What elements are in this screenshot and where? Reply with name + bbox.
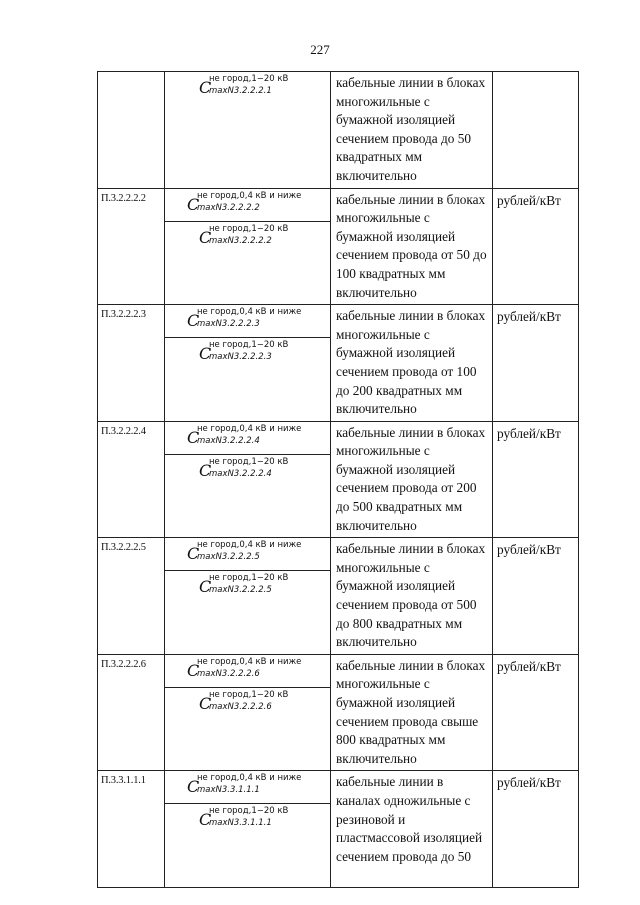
formula [165,655,330,687]
formula [165,305,330,337]
formula [165,803,330,836]
formula-subscript: maxN3.2.2.2.3 [197,319,260,330]
formula-superscript: не город,0,4 кВ и ниже [197,423,302,434]
formula-symbol: C [199,810,212,830]
formula [165,422,330,454]
row-id-cell: П.3.2.2.2.5 [98,538,165,655]
formula-cell [165,771,331,888]
formula-superscript: не город,1−20 кВ [209,340,289,351]
formula-symbol: C [187,777,200,797]
formula-cell [165,72,331,189]
formula-superscript: не город,0,4 кВ и ниже [197,656,302,667]
description-cell: кабельные линии в блоках многожильные с бумажной изоляцией сечением провода от 500 до 800 квадратных мм включительно [331,538,493,655]
formula-subscript: maxN3.2.2.2.5 [197,552,260,563]
unit-cell [493,72,579,189]
formula-subscript: maxN3.2.2.2.4 [197,435,260,446]
formula [165,72,330,104]
formula-superscript: не город,1−20 кВ [209,74,289,84]
description-cell: кабельные линии в блоках многожильные с бумажной изоляцией сечением провода от 50 до 100 квадратных мм включительно [331,188,493,305]
formula-symbol: C [187,660,200,680]
row-id-cell: П.3.2.2.2.6 [98,654,165,771]
row-id-cell: П.3.3.1.1.1 [98,771,165,888]
table-row [98,72,579,189]
formula-cell [165,188,331,305]
row-id-cell [98,72,165,189]
formula-symbol: C [199,693,212,713]
unit-cell: рублей/кВт [493,538,579,655]
formula-subscript: maxN3.2.2.2.3 [209,352,272,363]
formula-superscript: не город,1−20 кВ [209,223,289,234]
formula-symbol: C [187,311,200,331]
formula-subscript: maxN3.3.1.1.1 [209,818,272,829]
formula-superscript: не город,1−20 кВ [209,806,289,817]
unit-cell: рублей/кВт [493,771,579,888]
formula-symbol: C [187,544,200,564]
formula [165,687,330,720]
formula-symbol: C [199,460,212,480]
formula-cell [165,421,331,538]
description-cell: кабельные линии в каналах одножильные с резиновой и пластмассовой изоляцией сечением провода до 50 [331,771,493,888]
formula-cell [165,538,331,655]
row-id-cell: П.3.2.2.2.2 [98,188,165,305]
row-id-cell: П.3.2.2.2.3 [98,305,165,422]
formula-superscript: не город,1−20 кВ [209,456,289,467]
unit-cell: рублей/кВт [493,305,579,422]
table-row [98,305,579,422]
table-row [98,538,579,655]
row-id-cell: П.3.2.2.2.4 [98,421,165,538]
description-cell: кабельные линии в блоках многожильные с бумажной изоляцией сечением провода от 200 до 500 квадратных мм включительно [331,421,493,538]
table-row [98,421,579,538]
formula-superscript: не город,0,4 кВ и ниже [197,773,302,784]
formula-subscript: maxN3.2.2.2.2 [197,202,260,213]
formula-superscript: не город,0,4 кВ и ниже [197,540,302,551]
formula-superscript: не город,0,4 кВ и ниже [197,307,302,318]
unit-cell: рублей/кВт [493,421,579,538]
table-row [98,188,579,305]
tariff-table [97,71,579,888]
formula [165,189,330,221]
formula-symbol: C [187,427,200,447]
formula-subscript: maxN3.2.2.2.1 [209,86,272,96]
formula-symbol: C [199,78,212,97]
formula [165,337,330,370]
formula-subscript: maxN3.3.1.1.1 [197,785,260,796]
formula-cell [165,654,331,771]
formula-symbol: C [199,344,212,364]
description-cell: кабельные линии в блоках многожильные с бумажной изоляцией сечением провода до 50 квадратных мм включительно [331,72,493,189]
table-row [98,771,579,888]
formula-symbol: C [199,227,212,247]
formula [165,538,330,570]
description-cell: кабельные линии в блоках многожильные с бумажной изоляцией сечением провода свыше 800 квадратных мм включительно [331,654,493,771]
unit-cell: рублей/кВт [493,188,579,305]
description-cell: кабельные линии в блоках многожильные с бумажной изоляцией сечением провода от 100 до 200 квадратных мм включительно [331,305,493,422]
page-number: 227 [310,42,330,57]
formula-superscript: не город,1−20 кВ [209,573,289,584]
table-row [98,654,579,771]
formula-subscript: maxN3.2.2.2.6 [197,668,260,679]
formula-subscript: maxN3.2.2.2.5 [209,585,272,596]
formula-superscript: не город,1−20 кВ [209,689,289,700]
formula [165,771,330,803]
formula-symbol: C [187,194,200,214]
unit-cell: рублей/кВт [493,654,579,771]
formula [165,454,330,487]
formula-symbol: C [199,577,212,597]
formula [165,570,330,603]
formula-superscript: не город,0,4 кВ и ниже [197,190,302,201]
formula-subscript: maxN3.2.2.2.2 [209,235,272,246]
formula [165,221,330,254]
formula-cell [165,305,331,422]
formula-subscript: maxN3.2.2.2.4 [209,468,272,479]
formula-subscript: maxN3.2.2.2.6 [209,701,272,712]
